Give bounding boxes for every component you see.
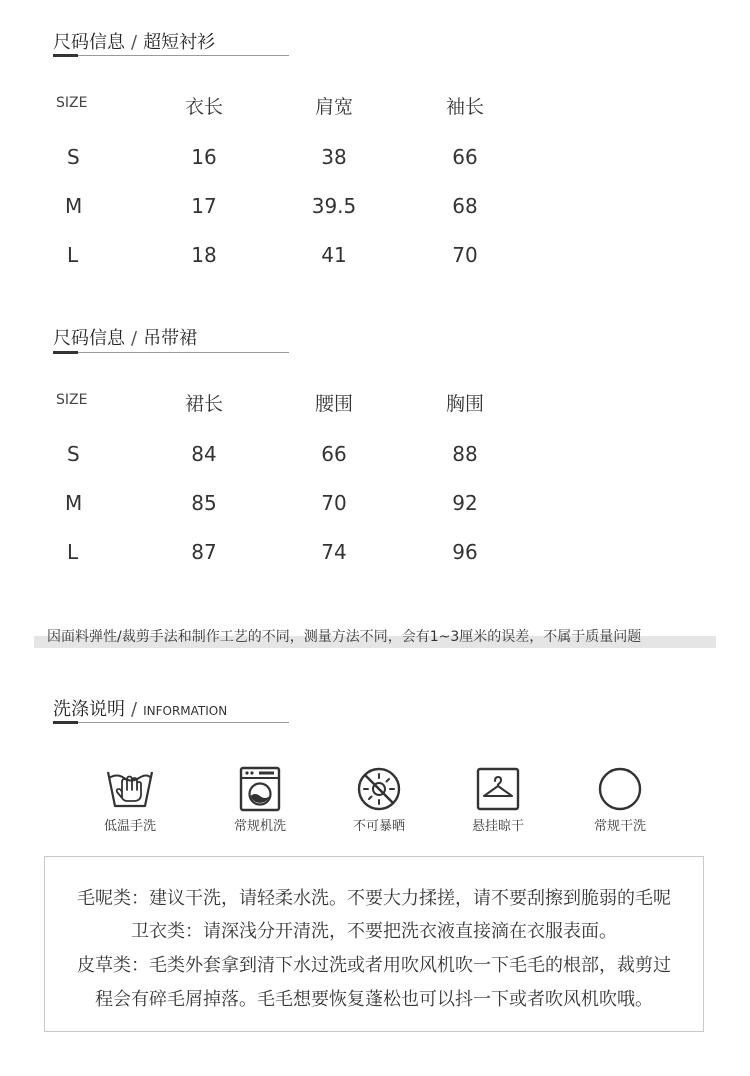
care-title-separator: /	[131, 699, 138, 720]
table-cell: 66	[452, 145, 478, 169]
table-cell: M	[65, 194, 83, 218]
care-icon-label: 不可暴晒	[352, 819, 405, 834]
shirt-size-title	[53, 28, 215, 54]
care-icon-label: 常规干洗	[593, 819, 646, 834]
machine-wash-icon	[235, 764, 285, 814]
table-cell: 38	[321, 145, 347, 169]
care-title-sub: INFORMATION	[143, 704, 228, 718]
table-cell: 68	[452, 194, 478, 218]
table-cell: 18	[191, 243, 217, 267]
table-header-cell: SIZE	[56, 95, 88, 111]
skirt-size-title-separator: /	[131, 328, 138, 349]
table-cell: 96	[452, 540, 478, 564]
table-header-cell: 肩宽	[314, 96, 353, 118]
table-cell: S	[67, 145, 80, 169]
table-cell: S	[67, 442, 80, 466]
care-icon-label: 常规机洗	[233, 819, 286, 834]
shirt-size-title-separator: /	[131, 32, 138, 53]
shirt-size-title-sub: 超短衬衫	[143, 32, 216, 53]
table-header-cell: 胸围	[445, 393, 484, 415]
table-cell: L	[67, 243, 79, 267]
skirt-size-title-sub: 吊带裙	[143, 328, 198, 349]
care-icon-label: 悬挂晾干	[471, 819, 524, 834]
table-header-cell: 裙长	[184, 393, 223, 415]
care-title-rule	[53, 722, 289, 723]
table-header-cell: 衣长	[184, 96, 223, 118]
table-cell: 88	[452, 442, 478, 466]
skirt-size-title	[53, 324, 197, 350]
measurement-notice: 因面料弹性/裁剪手法和制作工艺的不同，测量方法不同，会有1~3厘米的误差，不属于质量问题	[47, 629, 642, 645]
no-sun-icon	[354, 764, 404, 814]
table-cell: 87	[191, 540, 217, 564]
hang-dry-icon	[473, 764, 523, 814]
table-cell: 16	[191, 145, 217, 169]
table-header-cell: 袖长	[445, 96, 484, 118]
table-cell: 41	[321, 243, 347, 267]
care-instruction-line: 程会有碎毛屑掉落。毛毛想要恢复蓬松也可以抖一下或者吹风机吹哦。	[95, 989, 653, 1010]
table-cell: M	[65, 491, 83, 515]
table-cell: 74	[321, 540, 347, 564]
table-cell: 17	[191, 194, 217, 218]
table-cell: L	[67, 540, 79, 564]
care-instruction-line: 毛呢类：建议干洗，请轻柔水洗。不要大力揉搓，请不要刮擦到脆弱的毛呢	[77, 888, 671, 909]
skirt-size-title-main: 尺码信息	[53, 328, 125, 349]
dry-clean-icon	[595, 764, 645, 814]
care-instructions-box	[44, 856, 704, 1032]
shirt-size-title-rule	[53, 55, 289, 56]
shirt-size-title-main: 尺码信息	[53, 32, 125, 53]
table-header-cell: 腰围	[314, 393, 353, 415]
hand-wash-icon	[105, 764, 155, 814]
table-cell: 39.5	[311, 194, 357, 218]
table-cell: 70	[452, 243, 478, 267]
care-title	[53, 695, 227, 721]
care-instruction-line: 皮草类：毛类外套拿到清下水过洗或者用吹风机吹一下毛毛的根部，裁剪过	[77, 955, 671, 976]
table-cell: 66	[321, 442, 347, 466]
care-title-main: 洗涤说明	[53, 699, 125, 720]
table-cell: 85	[191, 491, 217, 515]
table-cell: 70	[321, 491, 347, 515]
care-icon-label: 低温手洗	[103, 819, 156, 834]
table-cell: 92	[452, 491, 478, 515]
table-cell: 84	[191, 442, 217, 466]
skirt-size-title-rule	[53, 352, 289, 353]
care-instruction-line: 卫衣类：请深浅分开清洗，不要把洗衣液直接滴在衣服表面。	[131, 921, 617, 942]
table-header-cell: SIZE	[56, 392, 88, 408]
